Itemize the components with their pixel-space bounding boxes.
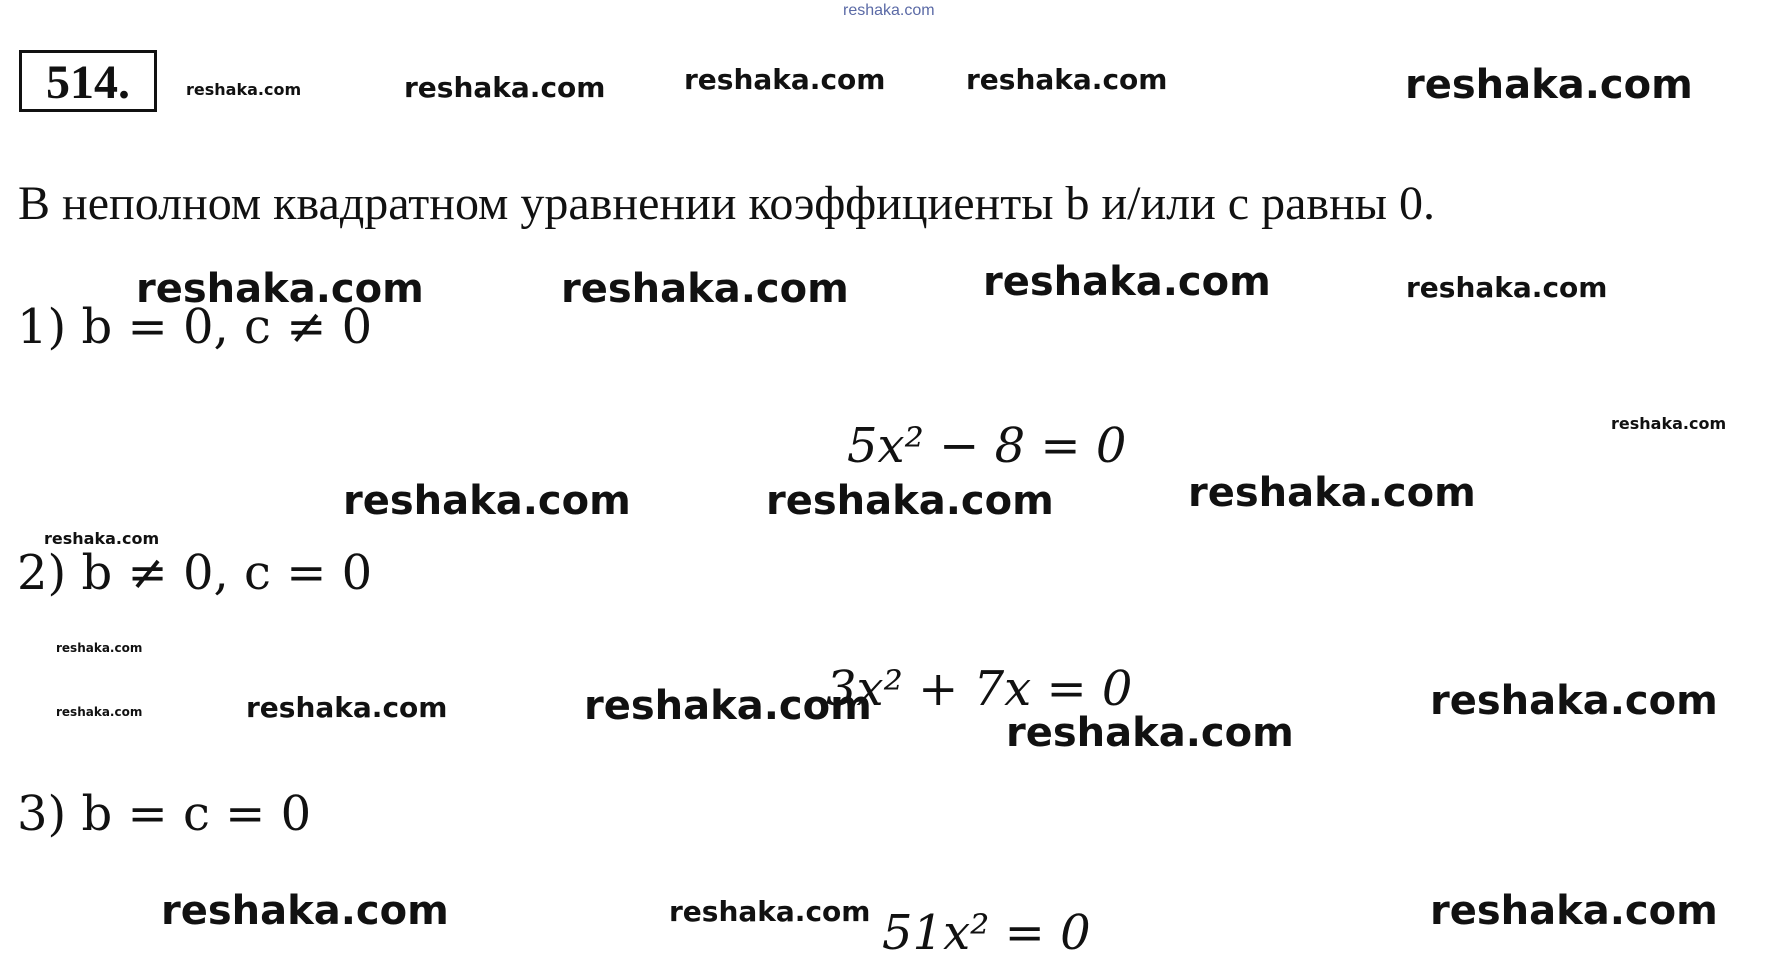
watermark: reshaka.com xyxy=(44,529,160,548)
watermark: reshaka.com xyxy=(983,259,1271,305)
watermark: reshaka.com xyxy=(1188,470,1476,516)
watermark: reshaka.com xyxy=(1006,710,1294,756)
case-3-condition xyxy=(17,786,311,842)
problem-number-box xyxy=(19,50,157,112)
case-3-label: 3) xyxy=(17,786,67,842)
watermark: reshaka.com xyxy=(186,80,302,99)
case-2-example: 3x² + 7x = 0 xyxy=(826,661,1133,717)
watermark: reshaka.com xyxy=(136,266,424,312)
case-1-condition-text: b = 0, c ≠ 0 xyxy=(81,299,373,355)
case-3-condition-text: b = c = 0 xyxy=(81,786,312,842)
watermark: reshaka.com xyxy=(1405,62,1693,108)
case-2-condition-text: b ≠ 0, c = 0 xyxy=(81,545,373,601)
intro-sentence: В неполном квадратном уравнении коэффициенты b и/или c равны 0. xyxy=(18,177,1436,230)
watermark: reshaka.com xyxy=(161,888,449,934)
watermark: reshaka.com xyxy=(669,895,871,928)
watermark: reshaka.com xyxy=(56,641,143,655)
watermark: reshaka.com xyxy=(684,63,886,96)
watermark: reshaka.com xyxy=(1430,888,1718,934)
watermark: reshaka.com xyxy=(56,705,143,719)
case-3-example: 51x² = 0 xyxy=(882,905,1091,961)
case-1-example: 5x² − 8 = 0 xyxy=(847,418,1127,474)
watermark: reshaka.com xyxy=(766,478,1054,524)
top-watermark: reshaka.com xyxy=(843,2,935,19)
watermark: reshaka.com xyxy=(584,683,872,729)
watermark: reshaka.com xyxy=(1430,678,1718,724)
case-2-label: 2) xyxy=(17,545,67,601)
watermark: reshaka.com xyxy=(1406,271,1608,304)
case-1-label: 1) xyxy=(17,299,67,355)
problem-number: 514. xyxy=(46,55,130,109)
watermark: reshaka.com xyxy=(343,478,631,524)
watermark: reshaka.com xyxy=(966,63,1168,96)
watermark: reshaka.com xyxy=(404,71,606,104)
watermark: reshaka.com xyxy=(561,266,849,312)
watermark: reshaka.com xyxy=(246,691,448,724)
case-2-condition xyxy=(17,545,372,601)
watermark: reshaka.com xyxy=(1611,414,1727,433)
